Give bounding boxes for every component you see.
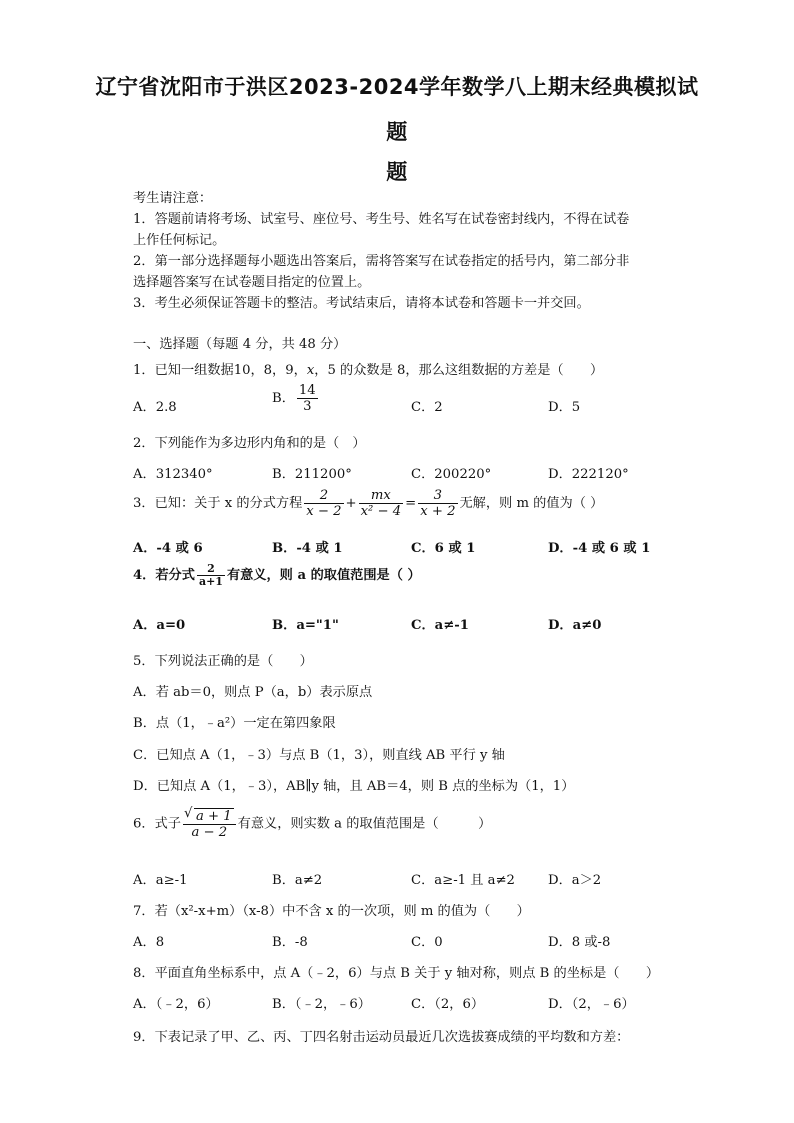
question-9-stem: 9．下表记录了甲、乙、丙、丁四名射击运动员最近几次选拔赛成绩的平均数和方差： xyxy=(133,1030,630,1045)
question-2-stem: 2．下列能作为多边形内角和的是（ ） xyxy=(133,436,366,451)
q4-option-b: B．a="1" xyxy=(272,618,339,633)
question-5-stem: 5．下列说法正确的是（ ） xyxy=(133,654,313,669)
question-6-stem: 6．式子 √ $\frac{a + 1}{a - 2}$ 有意义，则实数 a 的取值范围是（ ） xyxy=(133,808,491,840)
q8-option-d: D．（2，﹣6） xyxy=(548,997,635,1012)
q3-option-a: A．-4 或 6 xyxy=(133,541,203,556)
q4-option-c: C．a≠-1 xyxy=(411,618,469,633)
q2-option-a: A．312340° xyxy=(133,467,213,482)
q5-option-a: A．若 ab＝0，则点 P（a，b）表示原点 xyxy=(133,685,373,700)
q1-option-c: C．2 xyxy=(411,400,443,415)
question-8-stem: 8．平面直角坐标系中，点 A（﹣2，6）与点 B 关于 y 轴对称，则点 B 的坐标是（ ） xyxy=(133,966,660,981)
q4-option-d: D．a≠0 xyxy=(548,618,602,633)
question-3-stem: 3．已知：关于 x 的分式方程 $\frac{2}{x - 2}$ + $\frac{mx}{\text{x² − 4}}$ = $\frac{3}{x + 2}$ 无解，则 m 的值为（ ） xyxy=(133,488,604,519)
q3-option-b: B．-4 或 1 xyxy=(272,541,343,556)
q2-option-c: C．200220° xyxy=(411,467,492,482)
q5-option-c: C．已知点 A（1，﹣3）与点 B（1，3），则直线 AB 平行 y 轴 xyxy=(133,748,505,763)
q5-option-b: B．点（1，﹣a²）一定在第四象限 xyxy=(133,716,336,731)
q3-option-c: C．6 或 1 xyxy=(411,541,476,556)
q8-option-b: B．（﹣2，﹣6） xyxy=(272,997,371,1012)
q6-option-a: A．a≥-1 xyxy=(133,873,188,888)
exam-title-line3: 题 xyxy=(386,160,408,184)
q4-option-a: A．a=0 xyxy=(133,618,186,633)
notice-heading: 考生请注意： xyxy=(133,191,213,206)
q4-fraction: $\frac{2}{a+1}$ xyxy=(198,562,223,588)
question-7-stem: 7．若（x²-x+m）（x-8）中不含 x 的一次项，则 m 的值为（ ） xyxy=(133,904,530,919)
q3-fraction-3: $\frac{3}{x + 2}$ xyxy=(420,488,456,519)
q7-option-d: D．8 或-8 xyxy=(548,935,611,950)
q2-option-d: D．222120° xyxy=(548,467,629,482)
question-1-stem: 1．已知一组数据10，8，9，x，5 的众数是 8，那么这组数据的方差是（ ） xyxy=(133,363,604,378)
q6-option-c: C．a≥-1 且 a≠2 xyxy=(411,873,515,888)
q3-option-d: D．-4 或 6 或 1 xyxy=(548,541,651,556)
q1-option-d: D．5 xyxy=(548,400,581,415)
q7-option-a: A．8 xyxy=(133,935,165,950)
question-4-stem: 4．若分式 $\frac{2}{a+1}$ 有意义，则 a 的取值范围是（ ） xyxy=(133,562,421,588)
section-heading: 一、选择题（每题 4 分，共 48 分） xyxy=(133,337,347,352)
q5-option-d: D．已知点 A（1，﹣3），AB∥y 轴，且 AB＝4，则 B 点的坐标为（1，1） xyxy=(133,779,575,794)
q6-option-b: B．a≠2 xyxy=(272,873,323,888)
q3-fraction-2: $\frac{mx}{\text{x² − 4}}$ xyxy=(360,488,402,519)
q8-option-a: A．（﹣2，6） xyxy=(133,997,219,1012)
exam-title-line1: 辽宁省沈阳市于洪区2023-2024学年数学八上期末经典模拟试 xyxy=(95,75,699,99)
q7-option-c: C．0 xyxy=(411,935,443,950)
notice-item-3: 3．考生必须保证答题卡的整洁。考试结束后，请将本试卷和答题卡一并交回。 xyxy=(133,296,590,311)
exam-title-line2: 题 xyxy=(386,120,408,144)
q6-fraction: √ $\frac{a + 1}{a - 2}$ xyxy=(183,808,236,840)
q1-option-a: A．2.8 xyxy=(133,400,177,415)
q2-option-b: B．211200° xyxy=(272,467,352,482)
q7-option-b: B．-8 xyxy=(272,935,308,950)
notice-item-2b: 选择题答案写在试卷题目指定的位置上。 xyxy=(133,275,371,290)
notice-item-2a: 2．第一部分选择题每小题选出答案后，需将答案写在试卷指定的括号内，第二部分非 xyxy=(133,254,630,269)
notice-item-1a: 1．答题前请将考场、试室号、座位号、考生号、姓名写在试卷密封线内，不得在试卷 xyxy=(133,212,630,227)
q8-option-c: C．（2，6） xyxy=(411,997,485,1012)
q3-fraction-1: $\frac{2}{x - 2}$ xyxy=(306,488,342,519)
q1-option-b: B． $\frac{14}{3}$ xyxy=(272,383,316,414)
q6-option-d: D．a＞2 xyxy=(548,873,602,888)
notice-item-1b: 上作任何标记。 xyxy=(133,233,226,248)
